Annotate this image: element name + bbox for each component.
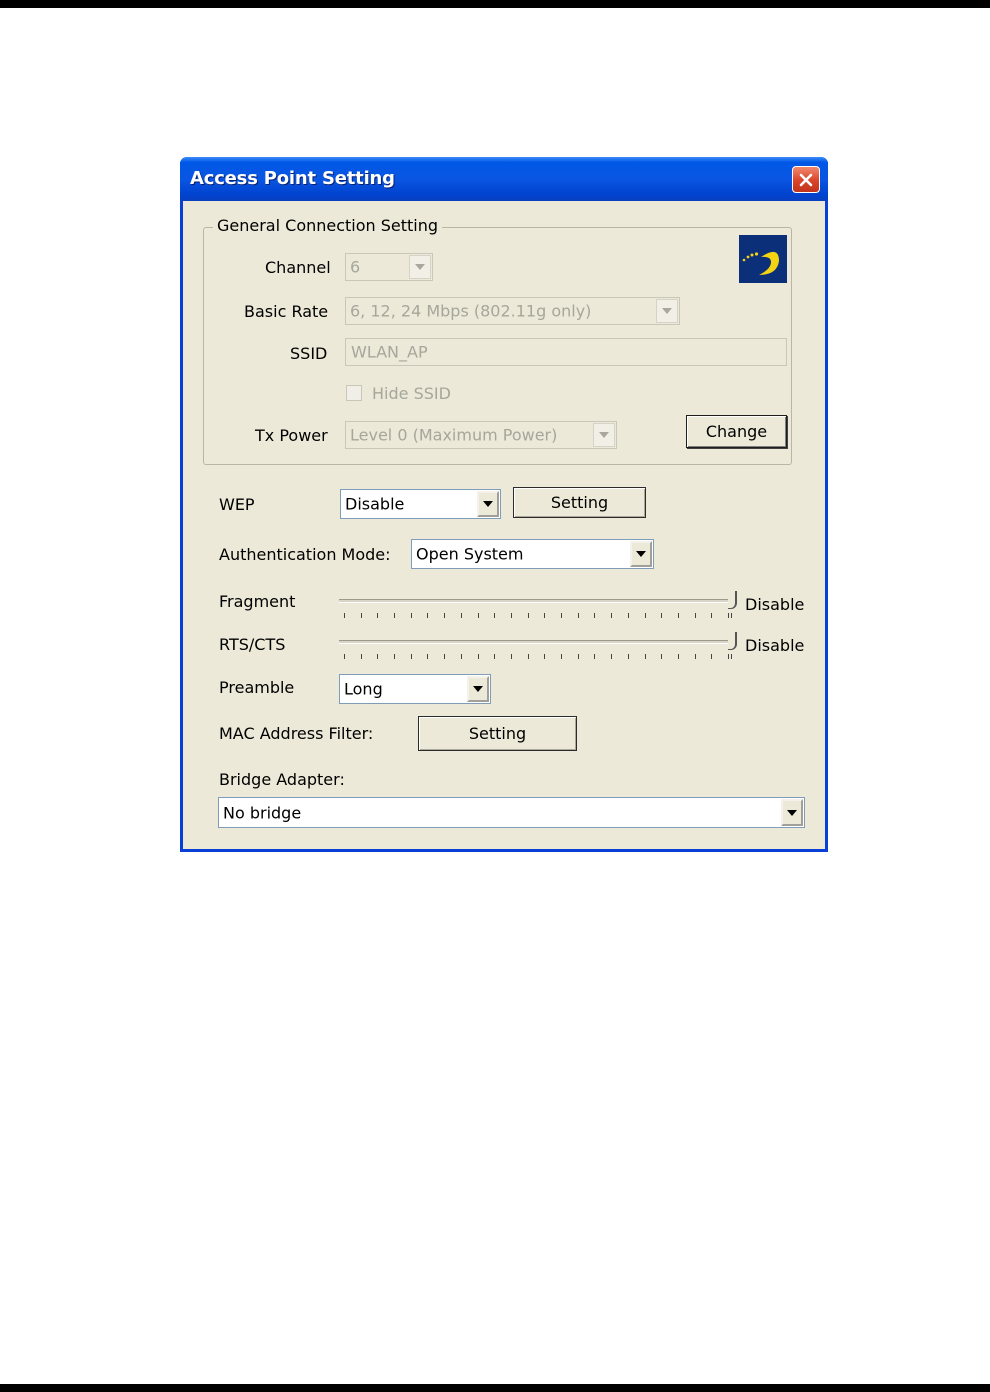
slider-tick: [678, 654, 679, 659]
slider-tick: [661, 613, 662, 618]
slider-tick: [494, 654, 495, 659]
basic-rate-label: Basic Rate: [244, 302, 329, 321]
slider-tick: [561, 613, 562, 618]
fragment-slider-thumb[interactable]: [728, 591, 737, 609]
slider-tick: [394, 613, 395, 618]
chevron-down-icon: [787, 810, 797, 816]
slider-tick: [411, 613, 412, 618]
slider-tick: [645, 613, 646, 618]
slider-tick: [494, 613, 495, 618]
ssid-value: WLAN_AP: [351, 342, 428, 362]
hide-ssid-label: Hide SSID: [372, 384, 451, 403]
wep-value: Disable: [345, 494, 405, 514]
basic-rate-dropdown-button[interactable]: [656, 299, 678, 323]
fragment-label: Fragment: [219, 592, 296, 611]
slider-tick: [731, 654, 732, 659]
wep-label: WEP: [219, 495, 255, 514]
slider-tick: [511, 654, 512, 659]
window-title: Access Point Setting: [190, 168, 395, 189]
bridge-adapter-value: No bridge: [223, 803, 302, 822]
slider-tick: [478, 654, 479, 659]
slider-tick: [628, 654, 629, 659]
slider-tick: [728, 613, 729, 618]
auth-mode-dropdown-button[interactable]: [630, 541, 652, 567]
slider-tick: [594, 654, 595, 659]
close-icon: [798, 172, 814, 188]
slider-tick: [645, 654, 646, 659]
slider-tick: [695, 654, 696, 659]
rts-cts-slider[interactable]: [339, 635, 737, 661]
auth-mode-value: Open System: [416, 544, 524, 564]
tx-power-value: Level 0 (Maximum Power): [350, 425, 558, 445]
page-top-rule: [0, 0, 990, 8]
ssid-label: SSID: [290, 344, 328, 363]
slider-tick: [578, 654, 579, 659]
wireless-logo-icon: [739, 235, 787, 283]
chevron-down-icon: [473, 686, 483, 692]
fragment-status: Disable: [745, 595, 805, 614]
slider-tick: [444, 654, 445, 659]
rts-cts-slider-thumb[interactable]: [728, 632, 737, 650]
slider-tick: [377, 654, 378, 659]
slider-tick: [728, 654, 729, 659]
slider-tick: [678, 613, 679, 618]
fragment-slider[interactable]: [339, 594, 737, 620]
title-bar[interactable]: [180, 157, 828, 201]
slider-tick: [711, 654, 712, 659]
bridge-adapter-label: Bridge Adapter:: [219, 770, 345, 789]
slider-tick: [561, 654, 562, 659]
slider-tick: [578, 613, 579, 618]
slider-tick: [544, 613, 545, 618]
channel-select[interactable]: [345, 253, 433, 281]
rts-cts-slider-track: [339, 640, 729, 644]
page-bottom-rule: [0, 1384, 990, 1392]
slider-tick: [528, 654, 529, 659]
rts-cts-label: RTS/CTS: [219, 635, 286, 654]
slider-tick: [361, 654, 362, 659]
slider-tick: [461, 613, 462, 618]
dialog-body: [183, 201, 825, 849]
channel-dropdown-button[interactable]: [409, 255, 431, 279]
tx-power-select[interactable]: [345, 421, 617, 449]
mac-filter-label: MAC Address Filter:: [219, 724, 374, 743]
slider-tick: [344, 613, 345, 618]
slider-tick: [711, 613, 712, 618]
preamble-select[interactable]: [339, 674, 491, 704]
slider-tick: [695, 613, 696, 618]
chevron-down-icon: [662, 308, 672, 314]
rts-cts-status: Disable: [745, 636, 805, 655]
slider-tick: [394, 654, 395, 659]
tx-power-label: Tx Power: [255, 426, 328, 445]
slider-tick: [511, 613, 512, 618]
access-point-setting-dialog: [180, 157, 828, 852]
basic-rate-value: 6, 12, 24 Mbps (802.11g only): [350, 301, 592, 321]
slider-tick: [377, 613, 378, 618]
hide-ssid-checkbox[interactable]: [346, 385, 362, 401]
wep-select[interactable]: [340, 489, 501, 519]
preamble-value: Long: [344, 679, 383, 699]
slider-tick: [661, 654, 662, 659]
fragment-slider-track: [339, 599, 729, 603]
channel-value: 6: [350, 257, 361, 277]
slider-tick: [444, 613, 445, 618]
slider-tick: [427, 654, 428, 659]
channel-label: Channel: [265, 258, 331, 277]
wep-setting-button[interactable]: Setting: [513, 487, 646, 518]
close-button[interactable]: [792, 166, 820, 193]
mac-filter-setting-button[interactable]: Setting: [418, 716, 577, 751]
slider-tick: [611, 654, 612, 659]
group-legend: General Connection Setting: [213, 216, 442, 235]
preamble-dropdown-button[interactable]: [467, 676, 489, 702]
preamble-label: Preamble: [219, 678, 295, 697]
wep-dropdown-button[interactable]: [477, 491, 499, 517]
auth-mode-label: Authentication Mode:: [219, 545, 391, 564]
bridge-adapter-select[interactable]: [218, 797, 805, 828]
tx-power-dropdown-button[interactable]: [593, 423, 615, 447]
chevron-down-icon: [636, 551, 646, 557]
slider-tick: [544, 654, 545, 659]
slider-tick: [611, 613, 612, 618]
auth-mode-select[interactable]: [411, 539, 654, 569]
slider-tick: [361, 613, 362, 618]
chevron-down-icon: [483, 501, 493, 507]
slider-tick: [427, 613, 428, 618]
basic-rate-select[interactable]: [345, 297, 680, 325]
slider-tick: [594, 613, 595, 618]
change-button[interactable]: Change: [686, 415, 787, 448]
slider-tick: [344, 654, 345, 659]
slider-tick: [411, 654, 412, 659]
slider-tick: [628, 613, 629, 618]
chevron-down-icon: [415, 264, 425, 270]
bridge-adapter-dropdown-button[interactable]: [781, 799, 803, 826]
slider-tick: [528, 613, 529, 618]
slider-tick: [731, 613, 732, 618]
ssid-input[interactable]: [345, 338, 787, 366]
chevron-down-icon: [599, 432, 609, 438]
slider-tick: [461, 654, 462, 659]
slider-tick: [478, 613, 479, 618]
